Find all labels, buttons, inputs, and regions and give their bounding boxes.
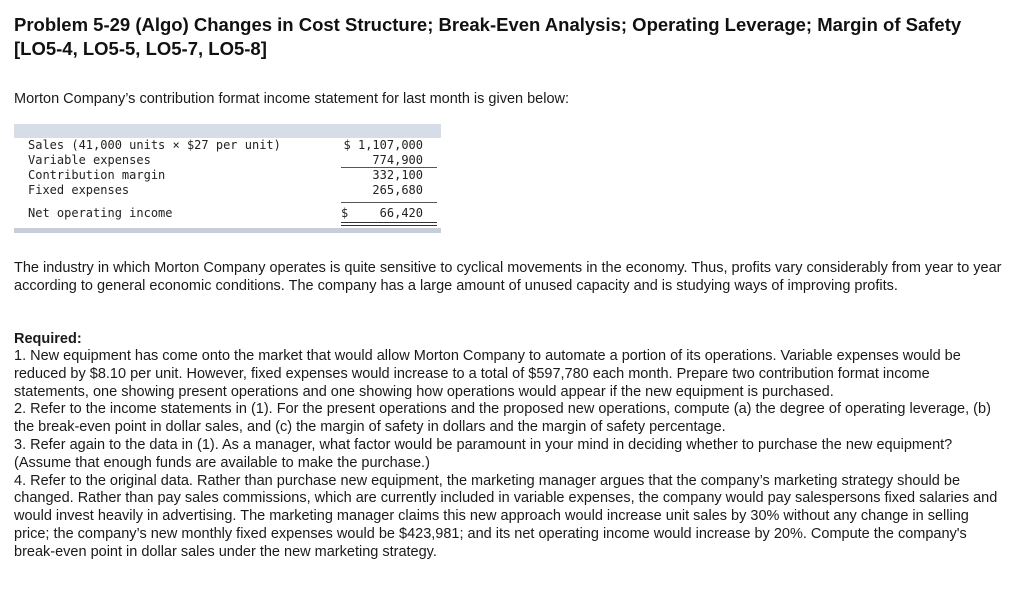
net-operating-income-row: [14, 202, 441, 224]
required-item-1: 1. New equipment has come onto the market that would allow Morton Company to automate a portion of its operations. Variable expenses would be reduced by $8.10 per unit. However, fixed expenses would increase to a total of $597,780 each month. Prepare two contribution format income statements, one showing present operations and one showing how operations would appear if the new equipment is purchased.: [14, 348, 961, 400]
currency-symbol: $: [341, 206, 349, 220]
problem-title: Problem 5-29 (Algo) Changes in Cost Structure; Break-Even Analysis; Operating Leverage; Margin of Safety [LO5-4, LO5-5, LO5-7, LO5-8]: [14, 14, 962, 59]
fixed-expenses-row: [14, 183, 441, 198]
variable-expenses-label: Variable expenses: [28, 153, 151, 167]
sales-row: [14, 138, 441, 153]
required-item-3: 3. Refer again to the data in (1). As a manager, what factor would be paramount in your mind in deciding whether to purchase the new equipment? (Assume that enough funds are available to make the purchase.): [14, 436, 953, 471]
fixed-expenses-label: Fixed expenses: [28, 183, 130, 197]
required-item-2: 2. Refer to the income statements in (1). For the present operations and the proposed new operations, compute (a) the degree of operating leverage, (b) the break-even point in dollar sales, and (c) the margin of safety in dollars and the margin of safety percentage.: [14, 401, 991, 436]
intro-text: Morton Company’s contribution format income statement for last month is given below:: [14, 91, 570, 107]
statement-header-bar: [14, 124, 441, 138]
statement-footer-bar: [14, 228, 441, 233]
statement-body: [14, 138, 441, 224]
variable-expenses-row: [14, 153, 441, 168]
contribution-margin-label: Contribution margin: [28, 168, 166, 182]
contribution-margin-value: 332,100: [372, 168, 423, 182]
sales-label: Sales (41,000 units × $27 per unit): [28, 138, 281, 152]
industry-paragraph: The industry in which Morton Company operates is quite sensitive to cyclical movements in the economy. Thus, profits vary considerably from year to year according to general economic conditions. The company has a large amount of unused capacity and is studying ways of improving profits.: [14, 260, 1002, 294]
net-operating-income-label: Net operating income: [28, 206, 173, 220]
double-underline: [341, 222, 437, 226]
income-statement: [14, 124, 441, 231]
required-item-4: 4. Refer to the original data. Rather than purchase new equipment, the marketing manager argues that the company’s marketing strategy should be changed. Rather than pay sales commissions, which are currently included in variable expenses, the company would pay salespersons fixed salaries and would invest heavily in advertising. The marketing manager claims this new approach would increase unit sales by 30% without any change in selling price; the company’s new monthly fixed expenses would be $423,981; and its net operating income would increase by 20%. Compute the company's break-even point in dollar sales under the new marketing strategy.: [14, 472, 998, 560]
variable-expenses-value: 774,900: [372, 153, 423, 167]
required-heading: Required:: [14, 331, 82, 347]
net-operating-income-value: 66,420: [379, 206, 423, 220]
fixed-expenses-value: 265,680: [372, 183, 423, 197]
sales-value: $ 1,107,000: [343, 138, 423, 152]
contribution-margin-row: [14, 168, 441, 183]
required-list: [14, 348, 1004, 562]
